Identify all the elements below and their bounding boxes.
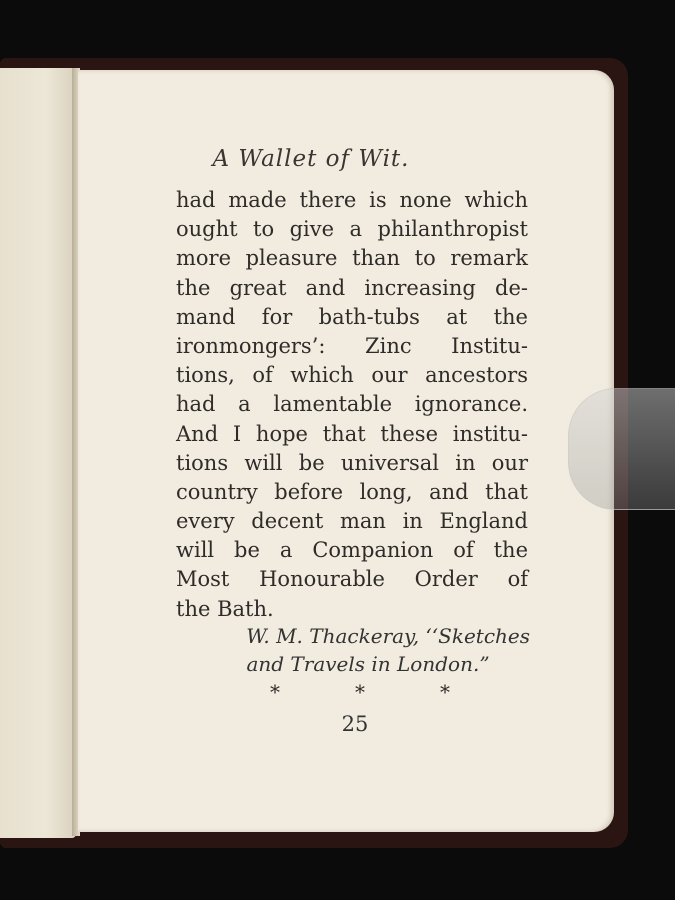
text-line: the great and increasing de- xyxy=(176,275,528,300)
attribution-line-2: and Travels in London.” xyxy=(246,652,490,676)
body-text xyxy=(176,186,528,624)
text-line: will be a Companion of the xyxy=(176,538,528,563)
text-line: tions, of which our ancestors xyxy=(176,363,528,388)
star-ornament: * xyxy=(440,680,450,704)
text-line: every decent man in England xyxy=(176,509,528,534)
attribution xyxy=(176,622,530,678)
text-line: the Bath. xyxy=(176,596,274,621)
ornament-stars xyxy=(270,680,450,704)
text-line: country before long, and that xyxy=(176,479,528,504)
running-head: A Wallet of Wit. xyxy=(212,146,410,172)
text-line: ironmongers’: Zinc Institu- xyxy=(176,333,528,358)
text-line: And I hope that these institu- xyxy=(176,421,528,446)
attribution-line-1: W. M. Thackeray, ‘‘Sketches xyxy=(246,624,530,648)
text-line: Most Honourable Order of xyxy=(176,567,528,592)
page-number: 25 xyxy=(341,712,369,736)
text-line: had made there is none which xyxy=(176,188,528,212)
text-line: tions will be universal in our xyxy=(176,450,528,475)
text-line: mand for bath-tubs at the xyxy=(176,304,528,329)
star-ornament: * xyxy=(355,680,365,704)
left-page xyxy=(0,68,76,838)
text-line: ought to give a philanthropist xyxy=(176,217,528,242)
page-clip xyxy=(568,388,675,510)
star-ornament: * xyxy=(270,680,280,704)
text-line: had a lamentable ignorance. xyxy=(176,392,528,417)
text-line: more pleasure than to remark xyxy=(176,246,528,271)
